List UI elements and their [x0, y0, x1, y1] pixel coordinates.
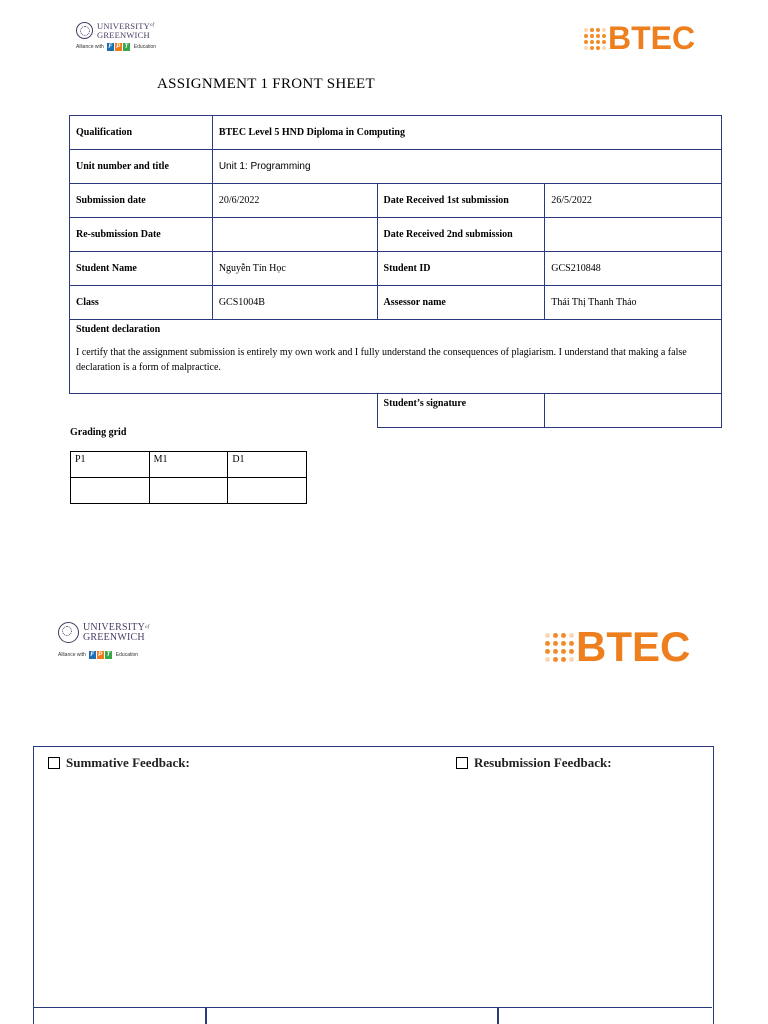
table-row	[70, 150, 722, 184]
logo-university-text: UNIVERSITY	[83, 621, 145, 633]
page-title: ASSIGNMENT 1 FRONT SHEET	[157, 76, 375, 92]
fpt-letter-p: P	[116, 44, 121, 50]
btec-wordmark: BTEC	[576, 623, 691, 670]
resubmission-feedback-label: Resubmission Feedback:	[474, 755, 612, 770]
resubmission-feedback	[456, 755, 612, 771]
declaration-title: Student declaration	[76, 324, 161, 335]
student-id-label: Student ID	[377, 252, 545, 286]
logo-of-text: of	[145, 624, 150, 630]
logo-university-text: UNIVERSITY	[97, 21, 150, 31]
greenwich-seal-icon	[76, 22, 93, 39]
table-row	[71, 478, 307, 504]
btec-dots-icon	[545, 633, 574, 662]
assignment-info-table	[69, 115, 722, 428]
grade-header-p1: P1	[71, 452, 150, 478]
table-row	[70, 184, 722, 218]
unit-label: Unit number and title	[70, 150, 213, 184]
grading-grid	[70, 451, 307, 504]
alliance-suffix: Education	[133, 44, 157, 50]
table-row	[70, 394, 722, 428]
qualification-label: Qualification	[70, 116, 213, 150]
alliance-suffix: Education	[115, 652, 139, 658]
class-label: Class	[70, 286, 213, 320]
declaration-text: I certify that the assignment submission is entirely my own work and I fully understand the consequences of plagiarism. I understand that making a false declaration is a form of malpractice.	[76, 347, 687, 373]
logo-of-text: of	[150, 23, 155, 28]
resubmission-date-value	[212, 218, 377, 252]
grade-cell-d1[interactable]	[228, 478, 307, 504]
university-greenwich-logo	[76, 22, 156, 51]
student-declaration	[70, 320, 722, 394]
university-greenwich-logo-2	[58, 622, 149, 659]
resubmission-feedback-checkbox[interactable]	[456, 757, 468, 769]
unit-value: Unit 1: Programming	[212, 150, 721, 184]
fpt-letter-f: F	[108, 44, 113, 50]
submission-date-value: 20/6/2022	[212, 184, 377, 218]
date-received-1-value: 26/5/2022	[545, 184, 722, 218]
submission-date-label: Submission date	[70, 184, 213, 218]
summative-feedback-checkbox[interactable]	[48, 757, 60, 769]
qualification-value: BTEC Level 5 HND Diploma in Computing	[212, 116, 721, 150]
logo-greenwich-text: GREENWICH	[83, 631, 145, 643]
btec-logo-2	[545, 623, 690, 671]
fpt-letter-t: T	[106, 652, 111, 658]
greenwich-seal-icon	[58, 622, 79, 643]
logo-greenwich-text: GREENWICH	[97, 29, 150, 40]
feedback-box	[33, 746, 714, 1024]
resubmission-date-label: Re-submission Date	[70, 218, 213, 252]
feedback-bottom-row	[34, 1007, 712, 1024]
assessor-value: Thái Thị Thanh Thảo	[545, 286, 722, 320]
table-row	[70, 252, 722, 286]
btec-logo	[584, 20, 695, 57]
fpt-letter-t: T	[124, 44, 129, 50]
student-name-value: Nguyễn Tín Học	[212, 252, 377, 286]
fpt-logo-icon	[107, 43, 131, 51]
grade-cell-p1[interactable]	[71, 478, 150, 504]
btec-dots-icon	[584, 28, 606, 50]
grade-cell-m1[interactable]	[149, 478, 228, 504]
grade-header-d1: D1	[228, 452, 307, 478]
class-value: GCS1004B	[212, 286, 377, 320]
alliance-prefix: Alliance with	[58, 652, 86, 658]
summative-feedback	[48, 755, 190, 771]
student-name-label: Student Name	[70, 252, 213, 286]
table-row	[70, 320, 722, 394]
signature-label: Student’s signature	[377, 394, 545, 428]
fpt-letter-p: P	[98, 652, 103, 658]
date-received-1-label: Date Received 1st submission	[377, 184, 545, 218]
column-divider	[497, 1008, 499, 1024]
summative-feedback-label: Summative Feedback:	[66, 755, 190, 770]
grade-header-m1: M1	[149, 452, 228, 478]
date-received-2-label: Date Received 2nd submission	[377, 218, 545, 252]
table-row	[70, 116, 722, 150]
btec-wordmark: BTEC	[608, 20, 696, 56]
fpt-logo-icon	[89, 651, 113, 659]
alliance-prefix: Alliance with	[76, 44, 104, 50]
table-row	[70, 286, 722, 320]
date-received-2-value	[545, 218, 722, 252]
fpt-letter-f: F	[90, 652, 95, 658]
column-divider	[205, 1008, 207, 1024]
table-row	[71, 452, 307, 478]
assessor-label: Assessor name	[377, 286, 545, 320]
table-row	[70, 218, 722, 252]
student-id-value: GCS210848	[545, 252, 722, 286]
grading-grid-label: Grading grid	[70, 427, 127, 438]
signature-field[interactable]	[545, 394, 722, 428]
